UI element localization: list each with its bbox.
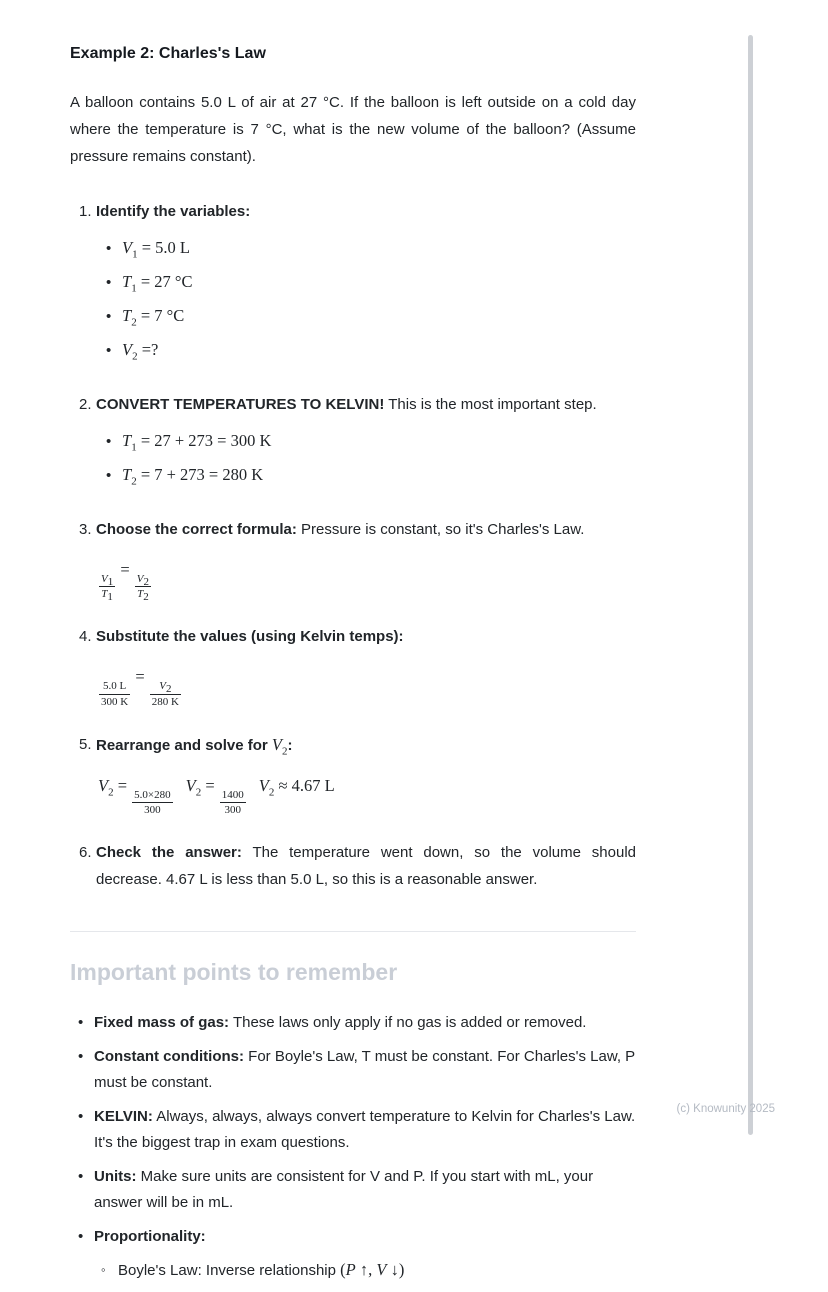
section-divider: [70, 931, 636, 932]
step-6: [70, 839, 636, 893]
step-label: CONVERT TEMPERATURES TO KELVIN!: [96, 396, 385, 413]
step-5: [70, 731, 636, 821]
step-number: 5.: [79, 735, 92, 753]
point-label: Constant conditions:: [94, 1048, 244, 1066]
step-body: [96, 198, 636, 373]
bullet-icon: •: [106, 467, 112, 484]
step-body: [96, 731, 636, 821]
bullet-icon: •: [78, 1108, 84, 1126]
step-label: Substitute the values (using Kelvin temps):: [96, 628, 404, 646]
bullet-icon: •: [78, 1168, 84, 1186]
math-v2-inline: $V_2$: [271, 734, 288, 758]
kelvin-list: [96, 430, 636, 486]
formula-substituted: $\frac{5.0 L}{300 K}$ = $\frac{V_2}{280 K}$: [101, 667, 179, 708]
point-rest: Make sure units are consistent for V and P. If you start with mL, your answer will be in mL.: [94, 1168, 594, 1212]
step-text: This is the most important step.: [384, 396, 597, 413]
list-item: [96, 237, 636, 259]
important-list: [70, 1010, 636, 1284]
step-number: 1.: [79, 203, 92, 220]
example-title: Example 2: Charles's Law: [70, 45, 266, 62]
bullet-icon: •: [106, 274, 112, 291]
bullet-icon: •: [78, 1048, 84, 1066]
step-label: Choose the correct formula:: [96, 521, 297, 538]
variables-list: [96, 237, 636, 361]
step-1: [70, 198, 636, 373]
important-heading: Important points to remember: [70, 959, 398, 986]
sub-point-text: [118, 1257, 404, 1284]
math-t1-kelvin: $T_1 = 27 + 273 = 300$ K: [122, 431, 272, 454]
math-t2: $T_2 = 7$ °C: [122, 306, 185, 329]
list-item: [96, 305, 636, 327]
point-text: [94, 1044, 636, 1096]
step-label: Identify the variables:: [96, 203, 251, 220]
steps-list: [70, 198, 636, 893]
step-body: [96, 623, 636, 712]
point-text: [94, 1224, 636, 1284]
list-item: [94, 1257, 636, 1284]
bullet-icon: •: [106, 240, 112, 257]
point-text: [94, 1010, 636, 1036]
sub-point-label: Boyle's Law: Inverse relationship: [118, 1262, 341, 1280]
point-text: [94, 1164, 636, 1216]
list-item: [96, 271, 636, 293]
point-rest: For Boyle's Law, T must be constant. For Charles's Law, P must be constant.: [94, 1048, 635, 1092]
step-body: [96, 391, 636, 498]
step-text: The temperature went down, so the volume should decrease. 4.67 L is less than 5.0 L, so this is a reasonable answer.: [96, 844, 636, 889]
step-2: [70, 391, 636, 498]
bullet-icon: •: [78, 1014, 84, 1032]
step-4: [70, 623, 636, 712]
step-body: [96, 839, 636, 893]
math-t2-kelvin: $T_2 = 7 + 273 = 280$ K: [122, 465, 264, 488]
bullet-icon: •: [106, 433, 112, 450]
step-label: Check the answer:: [96, 844, 242, 862]
example-intro: A balloon contains 5.0 L of air at 27 °C. If the balloon is left outside on a cold day where the temperature is 7 °C, what is the new volume of the balloon? (Assume pressure remains constant).: [70, 94, 636, 165]
math-v2-unknown: $V_2$ =?: [122, 340, 159, 363]
watermark: (c) Knowunity 2025: [676, 1103, 775, 1115]
point-rest: These laws only apply if no gas is added or removed.: [229, 1014, 587, 1032]
step-number: 3.: [79, 521, 92, 538]
bullet-icon: •: [78, 1228, 84, 1246]
circle-bullet-icon: ◦: [101, 1262, 106, 1278]
scrollbar-thumb[interactable]: [748, 35, 753, 1135]
math-v1: $V_1 = 5.0$ L: [122, 238, 190, 261]
step-number: 6.: [79, 844, 92, 862]
point-label: Fixed mass of gas:: [94, 1014, 230, 1032]
step-label: Rearrange and solve for: [96, 736, 272, 754]
document-content: [70, 45, 636, 1292]
point-text: [94, 1104, 636, 1156]
math-boyle-relationship: (P ↑, V ↓): [340, 1260, 405, 1280]
point-label: Proportionality:: [94, 1228, 206, 1246]
point-label: Units:: [94, 1168, 137, 1186]
step-body: [96, 516, 636, 605]
step-text: Pressure is constant, so it's Charles's Law.: [296, 521, 585, 538]
point-label: KELVIN:: [94, 1108, 153, 1126]
step-label-colon: :: [287, 736, 293, 754]
point-rest: Always, always, always convert temperature to Kelvin for Charles's Law. It's the biggest trap in exam questions.: [94, 1108, 636, 1152]
list-item: [96, 464, 636, 486]
list-item: [70, 1010, 636, 1036]
step-3: [70, 516, 636, 605]
bullet-icon: •: [106, 342, 112, 359]
step-number: 2.: [79, 396, 92, 413]
list-item: [70, 1104, 636, 1156]
formula-charles-law: $\frac{V_1}{T_1}$ = $\frac{V_2}{T_2}$: [101, 560, 150, 604]
list-item: [70, 1044, 636, 1096]
bullet-icon: •: [106, 308, 112, 325]
formula-solve: $V_2$ = $\frac{5.0\times 280}{300}$ $V_2$ = $\frac{1400}{300}$ $V_2 \approx 4.67$ L: [98, 775, 335, 816]
list-item: [70, 1164, 636, 1216]
list-item: [96, 430, 636, 452]
math-t1: $T_1 = 27$ °C: [122, 272, 193, 295]
step-number: 4.: [79, 628, 92, 646]
list-item: [96, 339, 636, 361]
list-item: [70, 1224, 636, 1284]
